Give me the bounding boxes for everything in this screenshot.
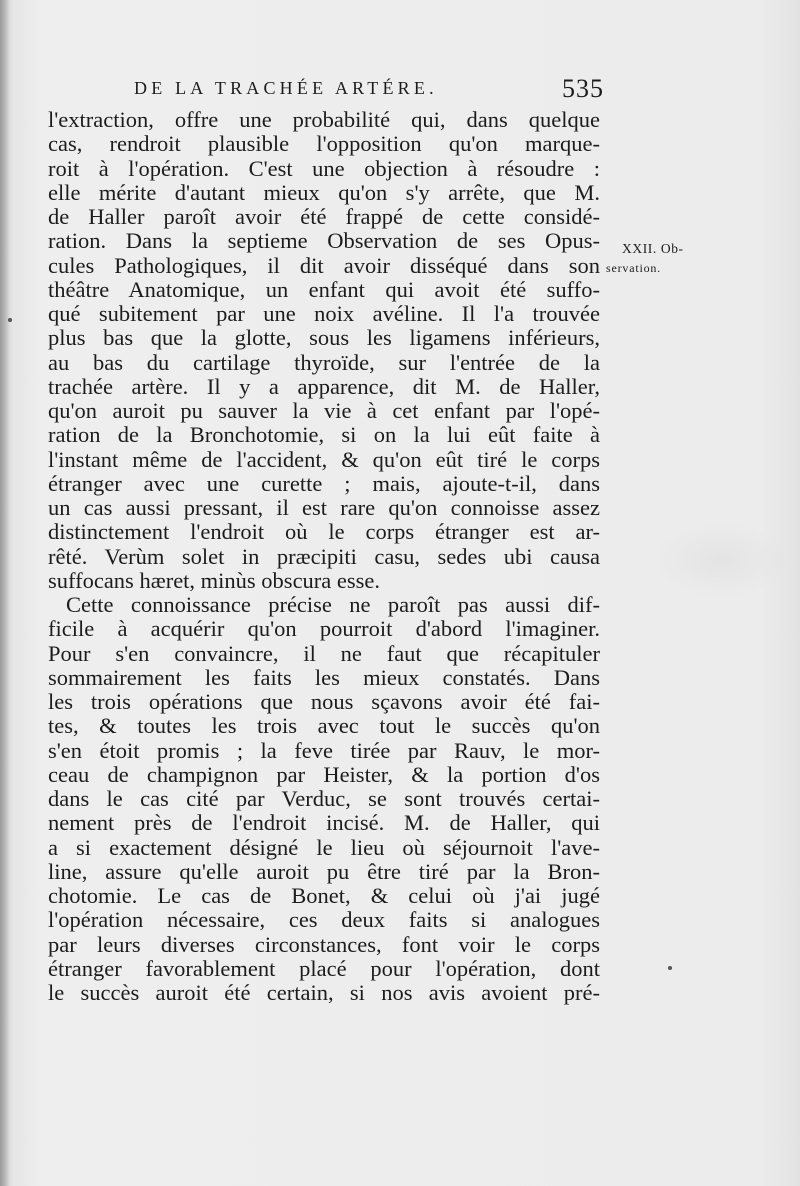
text-line: cas, rendroit plausible l'opposition qu'on marque- [48,131,600,157]
text-line: étranger avec une curette ; mais, ajoute-t-il, dans [48,470,600,496]
text-line: Pour s'en convaincre, il ne faut que récapituler [48,640,600,666]
text-line: Cette connoissance précise ne paroît pas aussi dif- [66,592,600,617]
text-line: rêté. Verùm solet in præcipiti casu, sedes ubi causa [48,543,600,569]
text-line: cules Pathologiques, il dit avoir disséqué dans son [48,252,600,278]
text-line: par leurs diverses circonstances, font voir le corps [48,931,600,957]
text-line: l'instant même de l'accident, & qu'on eût tiré le corps [48,446,600,472]
text-line: trachée artère. Il y a apparence, dit M. de Haller, [48,373,600,399]
text-line: le succès auroit été certain, si nos avis avoient pré- [48,980,600,1005]
body-text [48,108,600,1005]
text-line: suffocans hæret, minùs obscura esse. [48,567,381,593]
text-line: au bas du cartilage thyroïde, sur l'entrée de la [48,349,600,375]
text-line: ration de la Bronchotomie, si on la lui eût faite à [48,422,600,448]
text-line: ration. Dans la septieme Observation de ses Opus- [48,228,600,254]
show-through-bleed [650,520,790,600]
text-line: qué subitement par une noix avéline. Il l'a trouvée [48,301,600,326]
text-line: un cas aussi pressant, il est rare qu'on connoisse assez [48,495,600,520]
running-head: DE LA TRACHÉE ARTÉRE. [134,78,438,98]
text-line: roit à l'opération. C'est une objection à résoudre : [48,155,600,181]
text-line: de Haller paroît avoir été frappé de cette considé- [48,204,600,229]
margin-note-line: XXII. Ob- [622,241,684,256]
text-line: a si exactement désigné le lieu où séjournoit l'ave- [48,834,600,860]
page-number: 535 [562,74,604,103]
margin-note [606,238,794,276]
text-line: ceau de champignon par Heister, & la portion d'os [48,761,600,787]
text-line: elle mérite d'autant mieux qu'on s'y arrête, que M. [48,179,600,205]
ink-speck [668,966,672,970]
text-line: les trois opérations que nous sçavons avoir été fai- [48,689,600,714]
text-line: sommairement les faits les mieux constatés. Dans [48,664,600,690]
ink-speck [8,318,12,322]
text-line: ficile à acquérir qu'on pourroit d'abord l'imaginer. [48,616,600,642]
text-line: l'extraction, offre une probabilité qui, dans quelque [48,107,600,132]
text-line: plus bas que la glotte, sous les ligamens inférieurs, [48,325,600,351]
text-line: s'en étoit promis ; la feve tirée par Rauv, le mor- [48,737,600,763]
text-line: l'opération nécessaire, ces deux faits si analogues [48,907,600,933]
text-line: chotomie. Le cas de Bonet, & celui où j'ai jugé [48,883,600,908]
margin-note-line: servation. [606,261,661,275]
text-line: distinctement l'endroit où le corps étranger est ar- [48,519,600,545]
text-line: théâtre Anatomique, un enfant qui avoit été suffo- [48,276,600,302]
text-line: line, assure qu'elle auroit pu être tiré par la Bron- [48,858,600,884]
text-line: étranger favorablement placé pour l'opération, dont [48,955,600,981]
text-line: tes, & toutes les trois avec tout le succès qu'on [48,713,600,739]
text-line: dans le cas cité par Verduc, se sont trouvés certai- [48,786,600,811]
text-line: nement près de l'endroit incisé. M. de Haller, qui [48,810,600,836]
text-line: qu'on auroit pu sauver la vie à cet enfant par l'opé- [48,398,600,423]
gutter-shadow [0,0,10,1186]
